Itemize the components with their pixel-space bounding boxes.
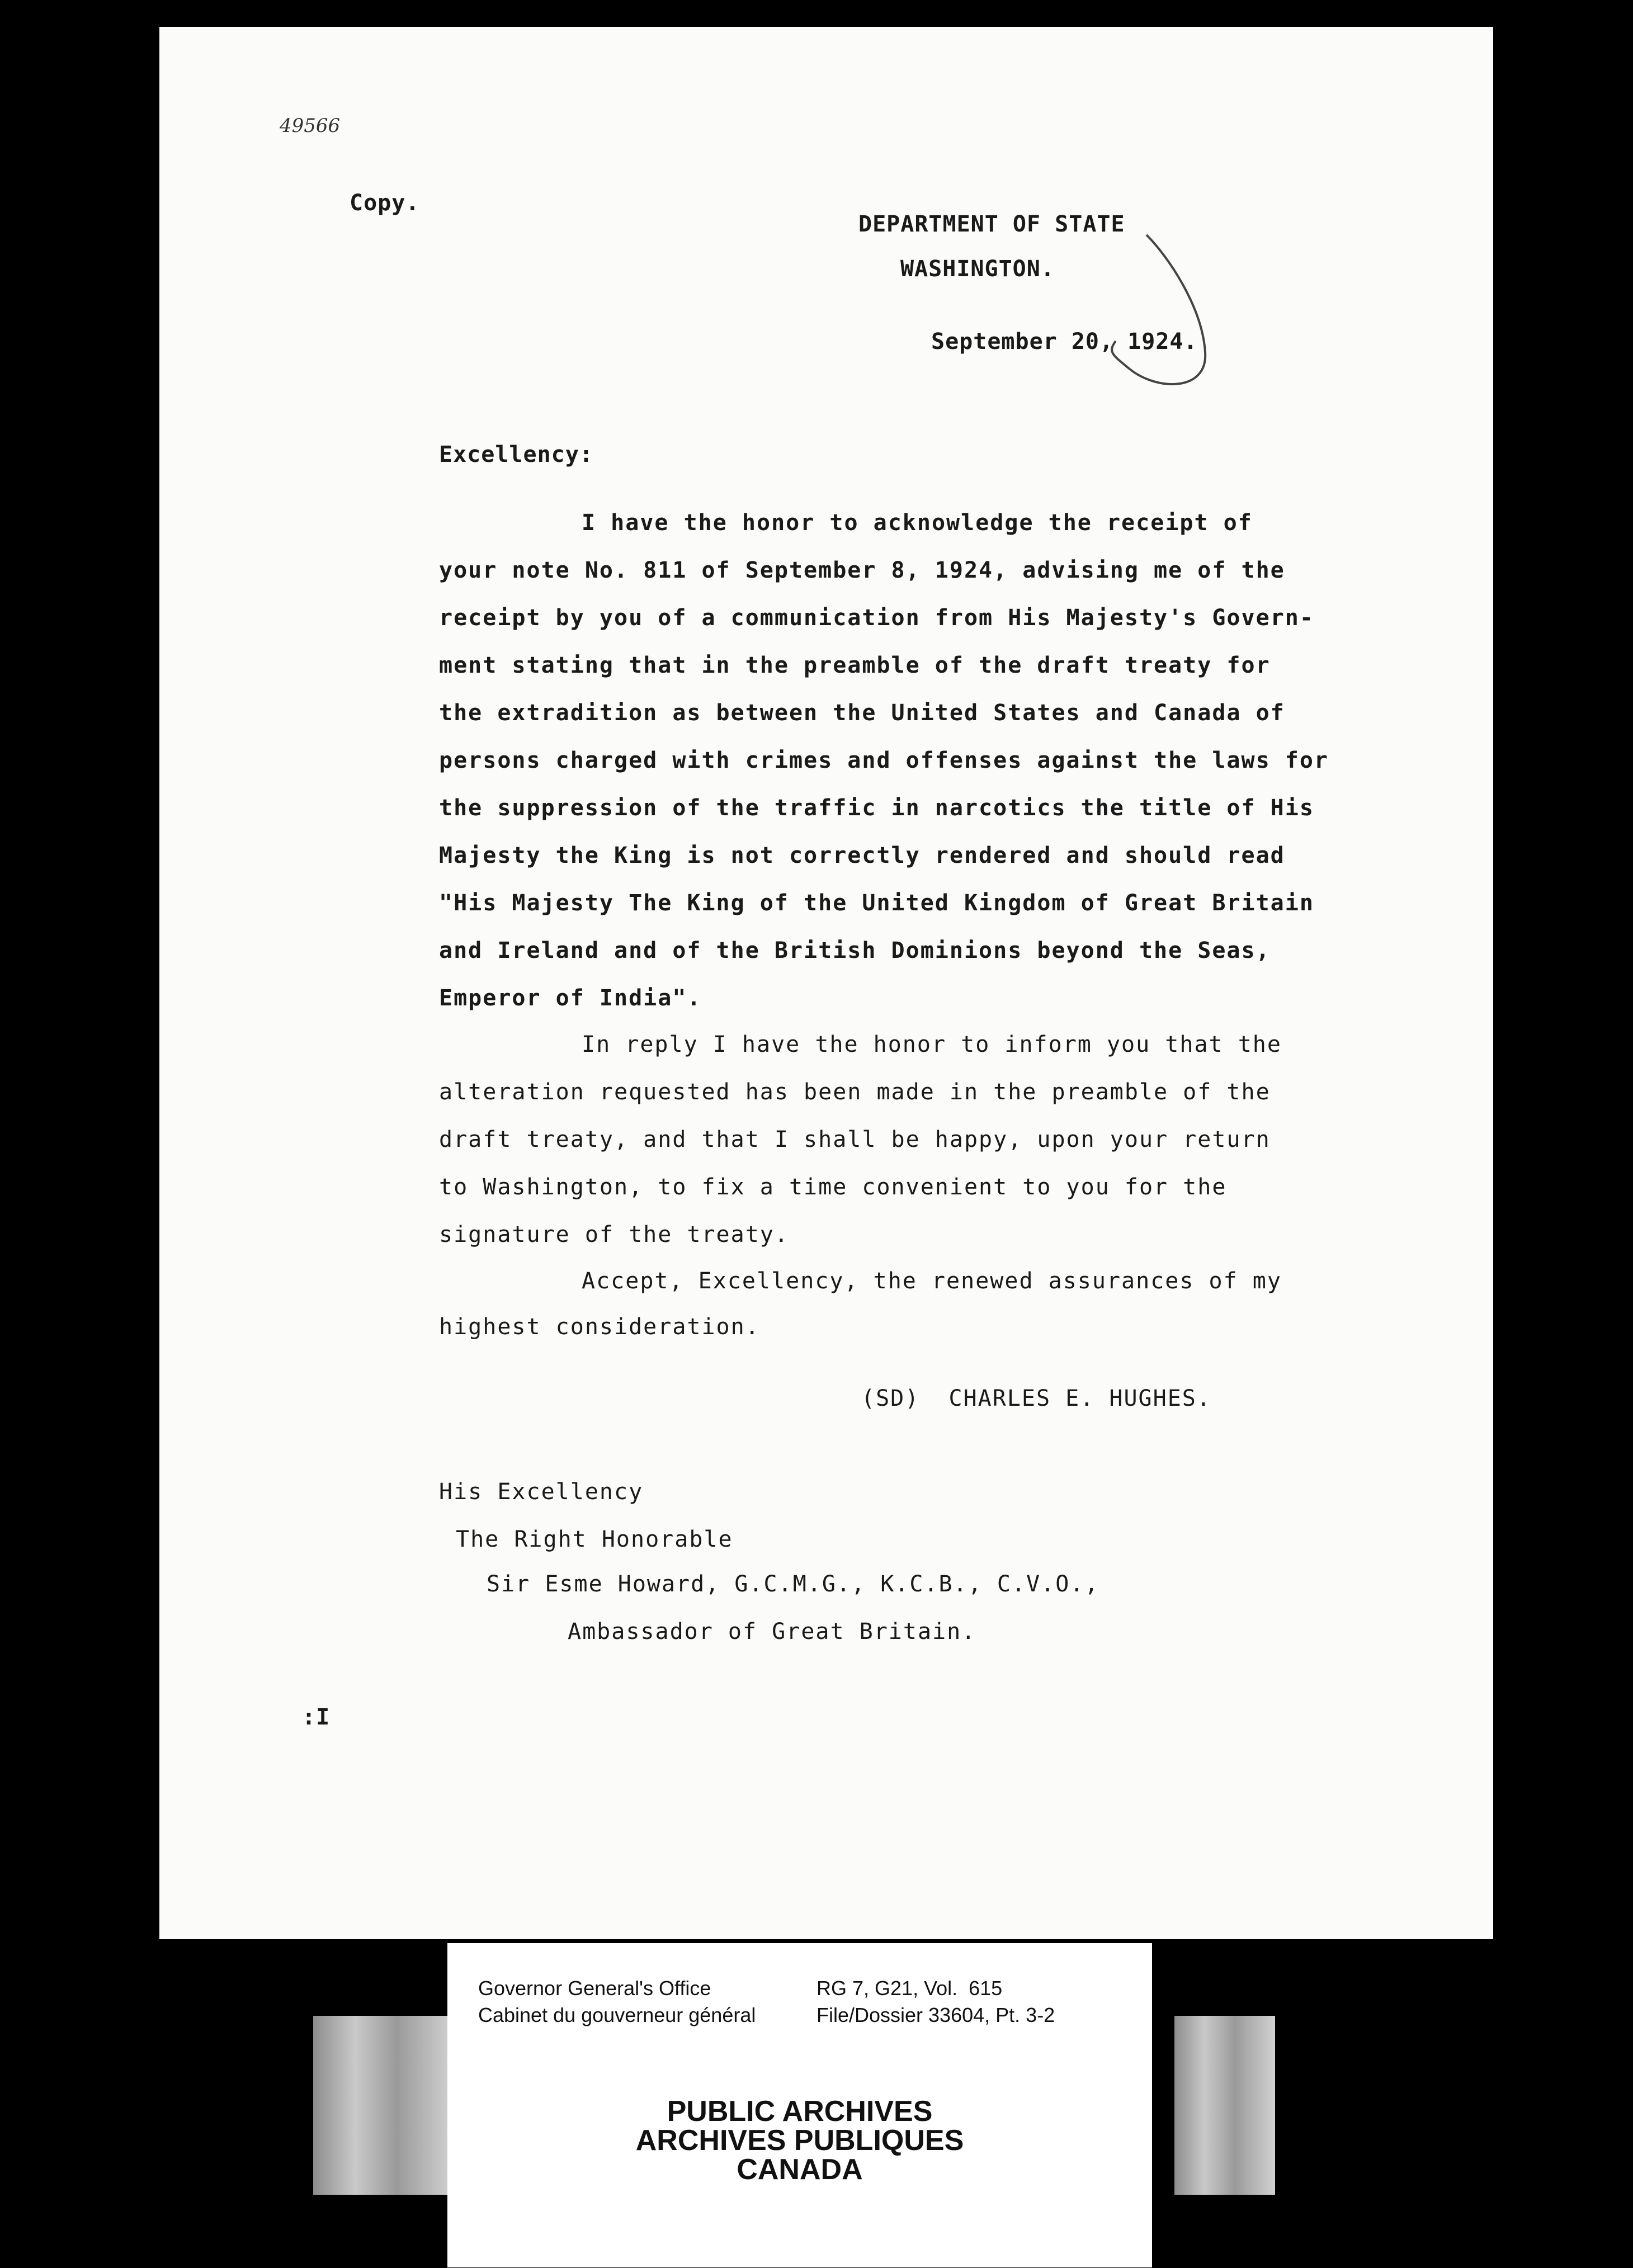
body-line: the suppression of the traffic in narcotics the title of His [439,795,1314,821]
body-line: alteration requested has been made in the preamble of the [439,1079,1271,1105]
body-line: receipt by you of a communication from His Majesty's Govern- [439,605,1314,631]
tape-right [1174,2016,1275,2195]
body-line: Accept, Excellency, the renewed assurances of my [582,1268,1282,1294]
body-line: persons charged with crimes and offenses against the laws for [439,748,1329,773]
office-french: Cabinet du gouverneur général [478,2004,756,2026]
addressee-title: His Excellency [439,1479,644,1505]
addressee-position: Ambassador of Great Britain. [568,1619,976,1645]
letter-page [159,27,1493,1939]
archive-label-area [313,1943,1275,2267]
letterhead-department: DEPARTMENT OF STATE [858,211,1125,237]
tape-left [313,2016,453,2195]
body-line: In reply I have the honor to inform you that the [582,1032,1282,1057]
stamp-line-country: CANADA [737,2153,863,2186]
handwritten-file-number: 49566 [280,115,341,137]
body-line: Majesty the King is not correctly rendered and should read [439,843,1285,868]
body-line: Emperor of India". [439,985,702,1011]
body-line: draft treaty, and that I shall be happy, upon your return [439,1127,1271,1152]
body-line: your note No. 811 of September 8, 1924, advising me of the [439,557,1285,583]
body-line: the extradition as between the United States and Canada of [439,700,1285,726]
body-line: to Washington, to fix a time convenient to you for the [439,1174,1227,1200]
body-line: signature of the treaty. [439,1222,789,1248]
body-line: I have the honor to acknowledge the receipt of [582,510,1253,536]
public-archives-stamp [447,2083,1152,2267]
archive-file-number: File/Dossier 33604, Pt. 3-2 [817,2004,1055,2026]
archive-reference-label [447,1943,1152,2083]
stamp-line-french: ARCHIVES PUBLIQUES [635,2124,964,2157]
letter-date: September 20, 1924. [931,329,1198,355]
body-line: and Ireland and of the British Dominions beyond the Seas, [439,938,1271,963]
office-english: Governor General's Office [478,1977,711,2000]
salutation: Excellency: [439,442,593,467]
footer-mark: :I [302,1704,331,1730]
stamp-line-english: PUBLIC ARCHIVES [667,2095,933,2128]
body-line: highest consideration. [439,1314,760,1340]
addressee-name: Sir Esme Howard, G.C.M.G., K.C.B., C.V.O., [487,1571,1099,1597]
signature-line: (SD) CHARLES E. HUGHES. [861,1386,1211,1411]
body-line: "His Majesty The King of the United Kingdom of Great Britain [439,890,1314,916]
letterhead-city: WASHINGTON. [900,256,1055,282]
pencil-loop-mark [1107,224,1219,403]
addressee-honorific: The Right Honorable [456,1527,733,1552]
archive-reference: RG 7, G21, Vol. 615 [817,1977,1003,2000]
copy-mark: Copy. [350,190,420,216]
body-line: ment stating that in the preamble of the draft treaty for [439,653,1271,678]
